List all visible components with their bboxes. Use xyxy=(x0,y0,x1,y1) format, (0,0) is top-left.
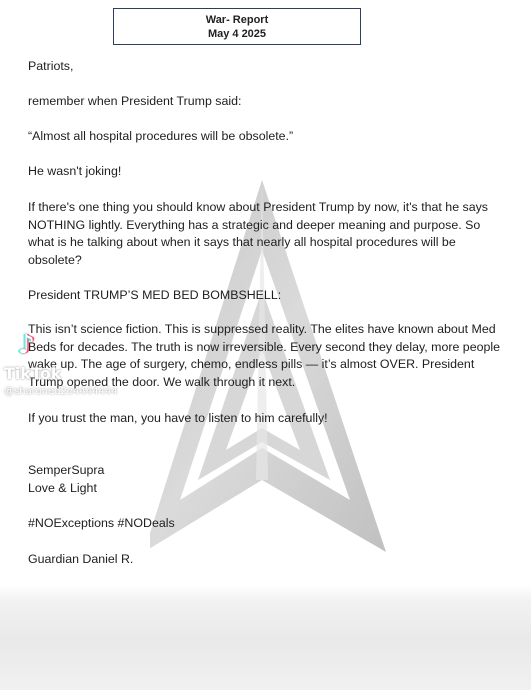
signoff-love-light: Love & Light xyxy=(28,481,97,495)
tiktok-note-icon: ♪ xyxy=(18,330,35,360)
paragraph-med-beds: This isn’t science fiction. This is suppressed reality. The elites have known about Med Beds for decades. The truth is now irreversible. Every second they delay, more people wake up. The age of surgery, chemo, endless pills — it’s almost OVER. President Trump opened the door. We walk through it next. xyxy=(28,322,501,389)
tiktok-watermark xyxy=(4,330,154,400)
report-date: May 4 2025 xyxy=(207,28,267,40)
signoff-semper-supra: SemperSupra xyxy=(28,463,105,477)
report-title: War- Report xyxy=(205,14,269,26)
tiktok-username: @sharoned2o4444444 xyxy=(4,386,118,397)
paragraph-explanation: If there's one thing you should know about President Trump by now, it's that he says NOTHING lightly. Everything has a strategic and deeper meaning and purpose. So what is he talking about when it says that nearly all hospital procedures will be obsolete? xyxy=(28,200,489,267)
report-header-box xyxy=(113,8,361,45)
hashtags: #NOExceptions #NODeals xyxy=(28,516,175,530)
signature: Guardian Daniel R. xyxy=(28,552,134,566)
tiktok-brand-label: TikTok xyxy=(4,364,62,383)
paragraph-not-joking: He wasn't joking! xyxy=(28,164,122,178)
quote: “Almost all hospital procedures will be obsolete.” xyxy=(28,129,294,143)
subheading: President TRUMP’S MED BED BOMBSHELL: xyxy=(28,288,282,302)
salutation: Patriots, xyxy=(28,59,74,73)
paragraph-intro: remember when President Trump said: xyxy=(28,94,242,108)
paragraph-trust: If you trust the man, you have to listen to him carefully! xyxy=(28,411,328,425)
